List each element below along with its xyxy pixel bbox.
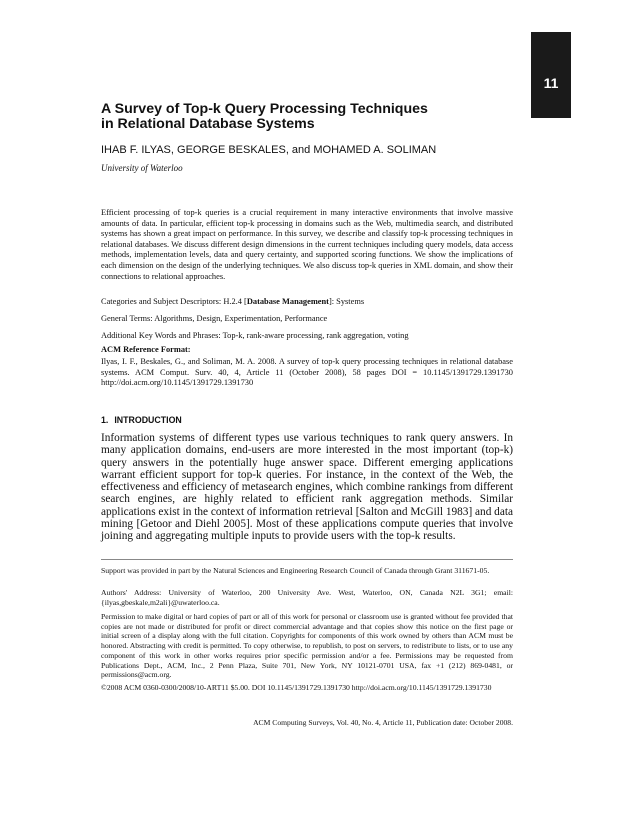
- paper-title-line-2: in Relational Database Systems: [101, 116, 315, 132]
- reference-format: [101, 357, 513, 389]
- keywords: Additional Key Words and Phrases: Top-k, rank-aware processing, rank aggregation, voting: [101, 331, 409, 340]
- section-title: INTRODUCTION: [114, 415, 182, 425]
- general-terms: General Terms: Algorithms, Design, Experimentation, Performance: [101, 314, 328, 323]
- footnote-copyright: ©2008 ACM 0360-0300/2008/10-ART11 $5.00. DOI 10.1145/1391729.1391730 http://doi.acm.org/10.1145/1391729.1391730: [101, 683, 492, 692]
- abstract: Efficient processing of top-k queries is a crucial requirement in many interactive environments that involve massive amounts of data. In particular, efficient top-k processing in domains such as the Web, multimedia search, and distributed systems has shown a great impact on performance. In this survey, we describe and classify top-k processing techniques in relational databases. We discuss different design dimensions in the current techniques including query models, data access methods, implementation levels, data and query certainty, and supported scoring functions. We show the implications of each dimension on the design of the underlying techniques. We also discuss top-k queries in XML domain, and show their connections to relational approaches.: [101, 208, 513, 281]
- paper-title: [101, 102, 513, 132]
- page-number: 11: [543, 75, 559, 91]
- paper-authors: IHAB F. ILYAS, GEORGE BESKALES, and MOHAMED A. SOLIMAN: [101, 144, 437, 156]
- reference-format-text: Ilyas, I. F., Beskales, G., and Soliman, M. A. 2008. A survey of top-k query processing techniques in relational database systems. ACM Comput. Surv. 40, 4, Article 11 (October 2008), 58 pages DOI = 10.1145/1391729.1391730 http://doi.acm.org/10.1145/1391729.1391730: [101, 357, 513, 388]
- section-heading: [101, 415, 513, 425]
- categories-bold: Database Management: [246, 297, 329, 306]
- categories-line: [101, 297, 513, 308]
- footnote-rule: [101, 559, 513, 560]
- paper-affiliation: University of Waterloo: [101, 163, 183, 173]
- running-footer: ACM Computing Surveys, Vol. 40, No. 4, Article 11, Publication date: October 2008.: [253, 718, 513, 727]
- footnote-address: Authors' Address: University of Waterloo, 200 University Ave. West, Waterloo, ON, Canada N2L 3G1; email: {ilyas,gbeskale,m2ali}@uwaterloo.ca.: [101, 588, 513, 607]
- page-number-tab: [531, 32, 571, 118]
- footnote-permission: Permission to make digital or hard copies of part or all of this work for personal or classroom use is granted without fee provided that copies are not made or distributed for profit or direct commercial advantage and that copies show this notice on the first page or initial screen of a display along with the full citation. Copyrights for components of this work owned by others than ACM must be honored. Abstracting with credit is permitted. To copy otherwise, to republish, to post on servers, to redistribute to lists, or to use any component of this work in other works requires prior specific permission and/or a fee. Permissions may be requested from Publications Dept., ACM, Inc., 2 Penn Plaza, Suite 701, New York, NY 10121-0701 USA, fax +1 (212) 869-0481, or permissions@acm.org.: [101, 612, 513, 680]
- categories-suffix: ]: Systems: [328, 297, 365, 306]
- categories-prefix: Categories and Subject Descriptors: H.2.4 [: [101, 297, 247, 306]
- reference-format-label: ACM Reference Format:: [101, 345, 191, 354]
- paper-title-line-1: A Survey of Top-k Query Processing Techniques: [101, 101, 428, 117]
- section-number: 1.: [101, 415, 109, 425]
- footnote-support: Support was provided in part by the Natural Sciences and Engineering Research Council of Canada through Grant 311671-05.: [101, 566, 490, 575]
- introduction-body: Information systems of different types use various techniques to rank query answers. In many application domains, end-users are more interested in the most important (top-k) query answers in the potentially huge answer space. Different emerging applications warrant efficient support for top-k queries. For instance, in the context of the Web, the effectiveness and efficiency of metasearch engines, which combine rankings from different search engines, are highly related to efficient rank aggregation methods. Similar applications exist in the context of information retrieval [Salton and McGill 1983] and data mining [Getoor and Diehl 2005]. Most of these applications compute queries that involve joining and aggregating multiple inputs to provide users with the top-k results.: [101, 432, 513, 543]
